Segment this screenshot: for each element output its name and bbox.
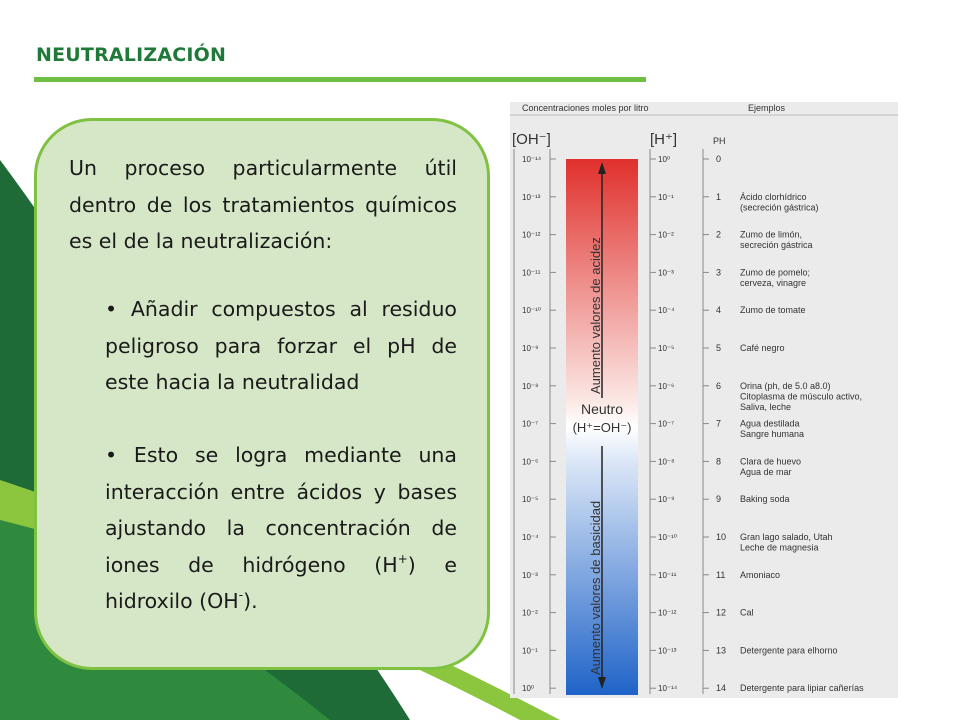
example-label: Zumo de tomate xyxy=(740,305,806,316)
oh-tick-label: 10⁻⁹ xyxy=(522,344,539,353)
example-label: Detergente para lipiar cañerías xyxy=(740,683,864,694)
acid-label: Aumento valores de acidez xyxy=(588,237,603,394)
superscript-minus: - xyxy=(238,588,244,603)
example-label: Sangre humana xyxy=(740,429,805,440)
oh-tick-label: 10⁻⁷ xyxy=(522,419,539,429)
oh-tick-label: 10⁻⁴ xyxy=(522,533,539,542)
title-underline xyxy=(34,77,646,82)
example-label: cerveza, vinagre xyxy=(740,277,807,288)
example-label: Cal xyxy=(740,607,754,618)
oh-tick-label: 10⁻⁵ xyxy=(522,495,539,505)
h-tick-label: 10⁻¹¹ xyxy=(658,570,677,580)
bullet-1-text: Añadir compuestos al residuo peligroso para forzar el pH de este hacia la neutralidad xyxy=(105,297,457,395)
example-label: Ácido clorhídrico xyxy=(740,191,807,202)
h-tick-label: 10⁻⁸ xyxy=(658,457,675,467)
oh-tick-label: 10⁻¹³ xyxy=(522,192,541,202)
intro-paragraph: Un proceso particularmente útil dentro de los tratamientos químicos es el de la neutralización: xyxy=(69,156,457,254)
ph-tick-label: 6 xyxy=(716,380,722,391)
example-label: Agua destilada xyxy=(740,418,800,429)
bullet-marker: • xyxy=(105,297,118,321)
oh-tick-label: 10⁻¹¹ xyxy=(522,268,541,278)
ph-tick-label: 3 xyxy=(716,267,722,278)
oh-tick-label: 10⁻³ xyxy=(522,570,538,580)
example-label: Zumo de limón, xyxy=(740,229,803,240)
oh-tick-label: 10⁻¹ xyxy=(522,646,538,656)
ph-tick-label: 13 xyxy=(716,645,727,656)
oh-tick-label: 10⁻¹⁰ xyxy=(522,306,541,316)
ph-tick-label: 14 xyxy=(716,683,727,694)
ph-scale-figure xyxy=(510,102,898,698)
ph-tick-label: 1 xyxy=(716,191,722,202)
h-tick-label: 10⁻¹³ xyxy=(658,646,677,656)
ph-tick-label: 8 xyxy=(716,456,722,467)
example-label: Saliva, leche xyxy=(740,401,792,412)
h-tick-label: 10⁻² xyxy=(658,230,674,240)
ph-tick-label: 2 xyxy=(716,229,722,240)
example-label: Clara de huevo xyxy=(740,456,802,467)
superscript-plus: + xyxy=(397,551,408,566)
col-header-oh: [OH⁻] xyxy=(512,131,551,148)
ph-tick-label: 0 xyxy=(716,154,722,164)
h-tick-label: 10⁻¹ xyxy=(658,192,674,202)
bullet-marker: • xyxy=(105,443,118,467)
header-examples: Ejemplos xyxy=(748,103,786,113)
oh-tick-label: 10⁻¹² xyxy=(522,230,541,240)
example-label: Baking soda xyxy=(740,494,790,505)
base-label: Aumento valores de basicidad xyxy=(588,500,603,675)
example-label: Agua de mar xyxy=(740,466,792,477)
h-tick-label: 10⁻⁵ xyxy=(658,344,675,353)
ph-tick-label: 4 xyxy=(716,305,722,316)
slide-title: NEUTRALIZACIÓN xyxy=(36,44,227,66)
ph-tick-label: 9 xyxy=(716,494,722,505)
col-header-h: [H⁺] xyxy=(650,131,678,148)
h-tick-label: 10⁻³ xyxy=(658,268,674,278)
example-label: Detergente para elhorno xyxy=(740,645,838,656)
h-tick-label: 10⁻⁶ xyxy=(658,381,675,391)
oh-tick-label: 10⁻⁶ xyxy=(522,457,539,467)
ph-tick-label: 12 xyxy=(716,607,727,618)
bullet-item-1 xyxy=(105,291,457,401)
oh-tick-label: 10⁻¹⁴ xyxy=(522,155,542,164)
col-header-ph: PH xyxy=(713,136,726,146)
ph-scale-svg xyxy=(510,102,898,698)
example-label: Zumo de pomelo; xyxy=(740,267,811,278)
bullet-2-text-end: ). xyxy=(243,589,258,614)
oh-tick-label: 10⁰ xyxy=(522,684,535,694)
text-panel xyxy=(34,118,490,670)
example-label: (secreción gástrica) xyxy=(740,202,819,213)
example-label: Orina (ph, de 5.0 a8.0) xyxy=(740,380,831,391)
h-tick-label: 10⁻⁹ xyxy=(658,495,675,505)
ph-tick-label: 5 xyxy=(716,343,722,353)
h-tick-label: 10⁻⁷ xyxy=(658,419,675,429)
header-concentrations: Concentraciones moles por litro xyxy=(522,103,649,113)
ph-tick-label: 10 xyxy=(716,532,727,542)
ph-tick-label: 7 xyxy=(716,418,722,429)
h-tick-label: 10⁻¹⁰ xyxy=(658,533,677,542)
oh-tick-label: 10⁻⁸ xyxy=(522,381,539,391)
h-tick-label: 10⁻⁴ xyxy=(658,306,675,316)
bullet-2-text: Esto se logra mediante una interacción entre ácidos y bases ajustando la concentración de iones de hidrógeno (H xyxy=(105,443,457,577)
example-label: Gran lago salado, Utah xyxy=(740,532,833,542)
neutral-formula: (H⁺=OH⁻) xyxy=(572,420,632,435)
neutral-label: Neutro xyxy=(580,401,624,417)
example-label: Citoplasma de músculo activo, xyxy=(740,391,863,402)
example-label: secreción gástrica xyxy=(740,240,813,251)
h-tick-label: 10⁻¹⁴ xyxy=(658,684,678,694)
example-label: Café negro xyxy=(740,343,785,353)
bullet-item-2 xyxy=(105,437,457,620)
h-tick-label: 10⁰ xyxy=(658,155,671,164)
ph-tick-label: 11 xyxy=(716,569,726,580)
bullet-2-text-cont: ) e hidroxilo (OH xyxy=(105,552,457,614)
oh-tick-label: 10⁻² xyxy=(522,608,538,618)
h-tick-label: 10⁻¹² xyxy=(658,608,677,618)
example-label: Leche de magnesia xyxy=(740,542,819,553)
example-label: Amoniaco xyxy=(740,569,781,580)
